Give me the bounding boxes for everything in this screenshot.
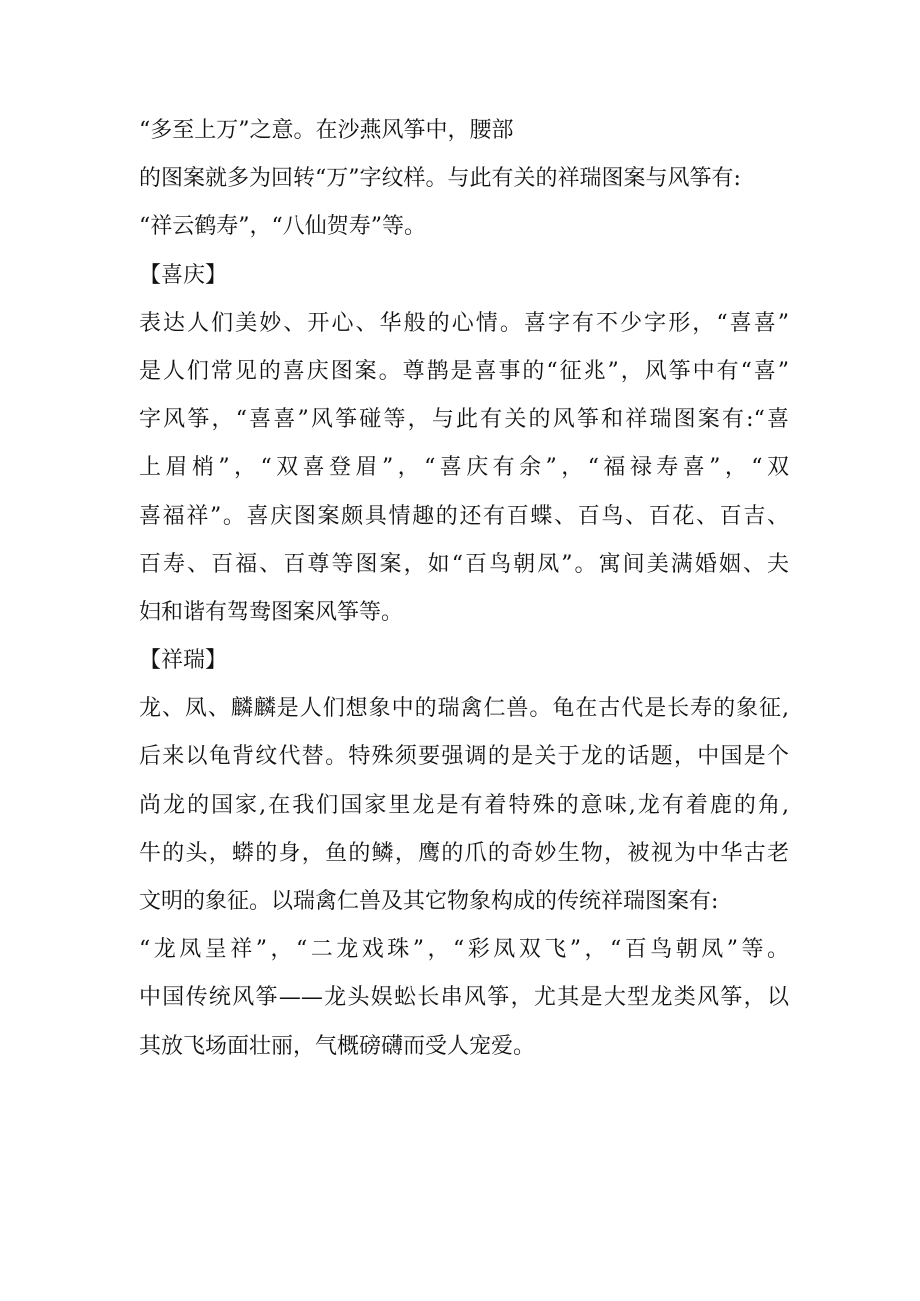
text-line: 是人们常见的喜庆图案。尊鹊是喜事的“征兆”，风筝中有“喜”: [139, 358, 789, 384]
text-line: “祥云鹤寿”，“八仙贺寿”等。: [139, 214, 426, 240]
text-line: 上眉梢”，“双喜登眉”，“喜庆有余”，“福禄寿喜”，“双: [139, 455, 789, 481]
section-heading-xiqing: 【喜庆】: [139, 262, 228, 288]
text-line: 中国传统风筝——龙头娱蚣长串风筝，尤其是大型龙类风筝，以: [139, 985, 789, 1011]
text-line: 百寿、百福、百尊等图案，如“百鸟朝凤”。寓间美满婚姻、夫: [139, 551, 789, 577]
text-line: “多至上万”之意。在沙燕风筝中，腰部: [139, 118, 514, 143]
text-line: 的图案就多为回转“万”字纹样。与此有关的祥瑞图案与风筝有:: [139, 166, 741, 192]
text-line: 喜福祥”。喜庆图案颇具情趣的还有百蝶、百鸟、百花、百吉、: [139, 503, 789, 529]
text-line: 文明的象征。以瑞禽仁兽及其它物象构成的传统祥瑞图案有:: [139, 889, 719, 914]
text-line: 字风筝，“喜喜”风筝碰等，与此有关的风筝和祥瑞图案有:“喜: [139, 407, 789, 433]
text-line: “龙凤呈祥”，“二龙戏珠”，“彩凤双飞”，“百鸟朝凤”等。: [139, 937, 789, 963]
document-body: [139, 107, 789, 1071]
text-line: 后来以龟背纹代替。特殊须要强调的是关于龙的话题，中国是个: [139, 744, 789, 770]
text-line: 尚龙的国家,在我们国家里龙是有着特殊的意味,龙有着鹿的角,: [139, 792, 789, 818]
text-line: 牛的头，蟒的身，鱼的鳞，鹰的爪的奇妙生物，被视为中华古老: [139, 840, 789, 866]
text-line: 表达人们美妙、开心、华般的心情。喜字有不少字形，“喜喜”: [139, 310, 789, 336]
text-line: 妇和谐有驾鸯图案风筝等。: [139, 599, 404, 625]
text-line: 龙、凤、麟麟是人们想象中的瑞禽仁兽。龟在古代是长寿的象征,: [139, 696, 789, 722]
text-line: 其放飞场面壮丽，气概磅礴而受人宠爱。: [139, 1033, 536, 1059]
section-heading-xiangrui: 【祥瑞】: [139, 648, 228, 674]
